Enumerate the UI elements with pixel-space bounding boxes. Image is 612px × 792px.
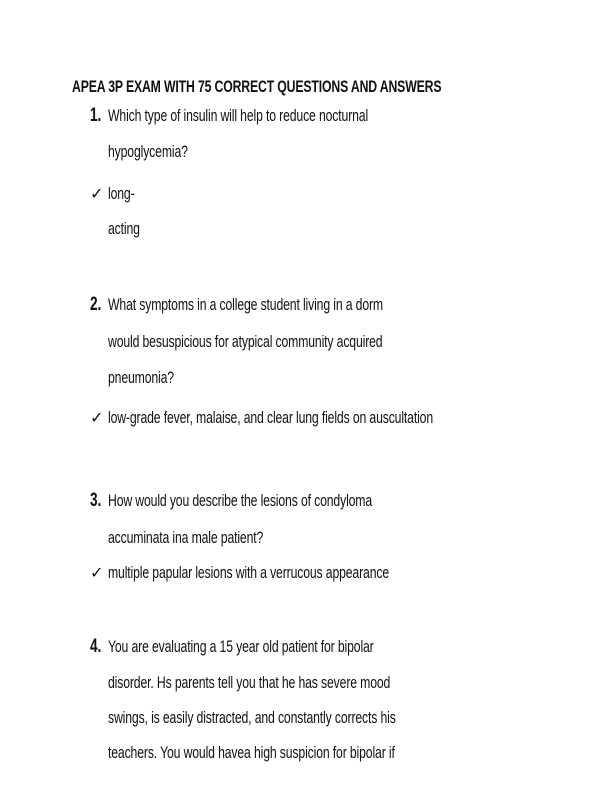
question-3-answer-line-1: multiple papular lesions with a verrucous appearance [108, 563, 390, 582]
question-1-text-line-1: Which type of insulin will help to reduce nocturnal [108, 106, 369, 125]
question-4-text-line-4: teachers. You would havea high suspicion for bipolar if [108, 743, 395, 762]
question-3-number: 3. [90, 490, 102, 511]
question-1-answer-line-1: long- [108, 184, 135, 203]
question-1-text-line-2: hypoglycemia? [108, 142, 188, 161]
question-3-text-line-2: accuminata ina male patient? [108, 528, 264, 547]
question-2-text-line-3: pneumonia? [108, 368, 174, 387]
question-4-text-line-1: You are evaluating a 15 year old patient for bipolar [108, 637, 374, 656]
question-2-answer-line-1: low-grade fever, malaise, and clear lung fields on auscultation [108, 408, 434, 427]
question-2-text-line-1: What symptoms in a college student living in a dorm [108, 295, 383, 314]
question-3-text-line-1: How would you describe the lesions of condyloma [108, 491, 373, 510]
question-4-text-line-2: disorder. Hs parents tell you that he has severe mood [108, 673, 391, 692]
document-title: APEA 3P EXAM WITH 75 CORRECT QUESTIONS AND ANSWERS [72, 77, 442, 96]
question-4-text-line-3: swings, is easily distracted, and constantly corrects his [108, 708, 396, 727]
question-3-check-icon: ✓ [90, 563, 104, 582]
question-1-check-icon: ✓ [90, 184, 104, 203]
question-2-number: 2. [90, 294, 102, 315]
question-2-check-icon: ✓ [90, 408, 104, 427]
question-2-text-line-2: would besuspicious for atypical community acquired [108, 332, 383, 351]
question-1-number: 1. [90, 105, 102, 126]
question-1-answer-line-2: acting [108, 219, 140, 238]
question-4-number: 4. [90, 636, 102, 657]
